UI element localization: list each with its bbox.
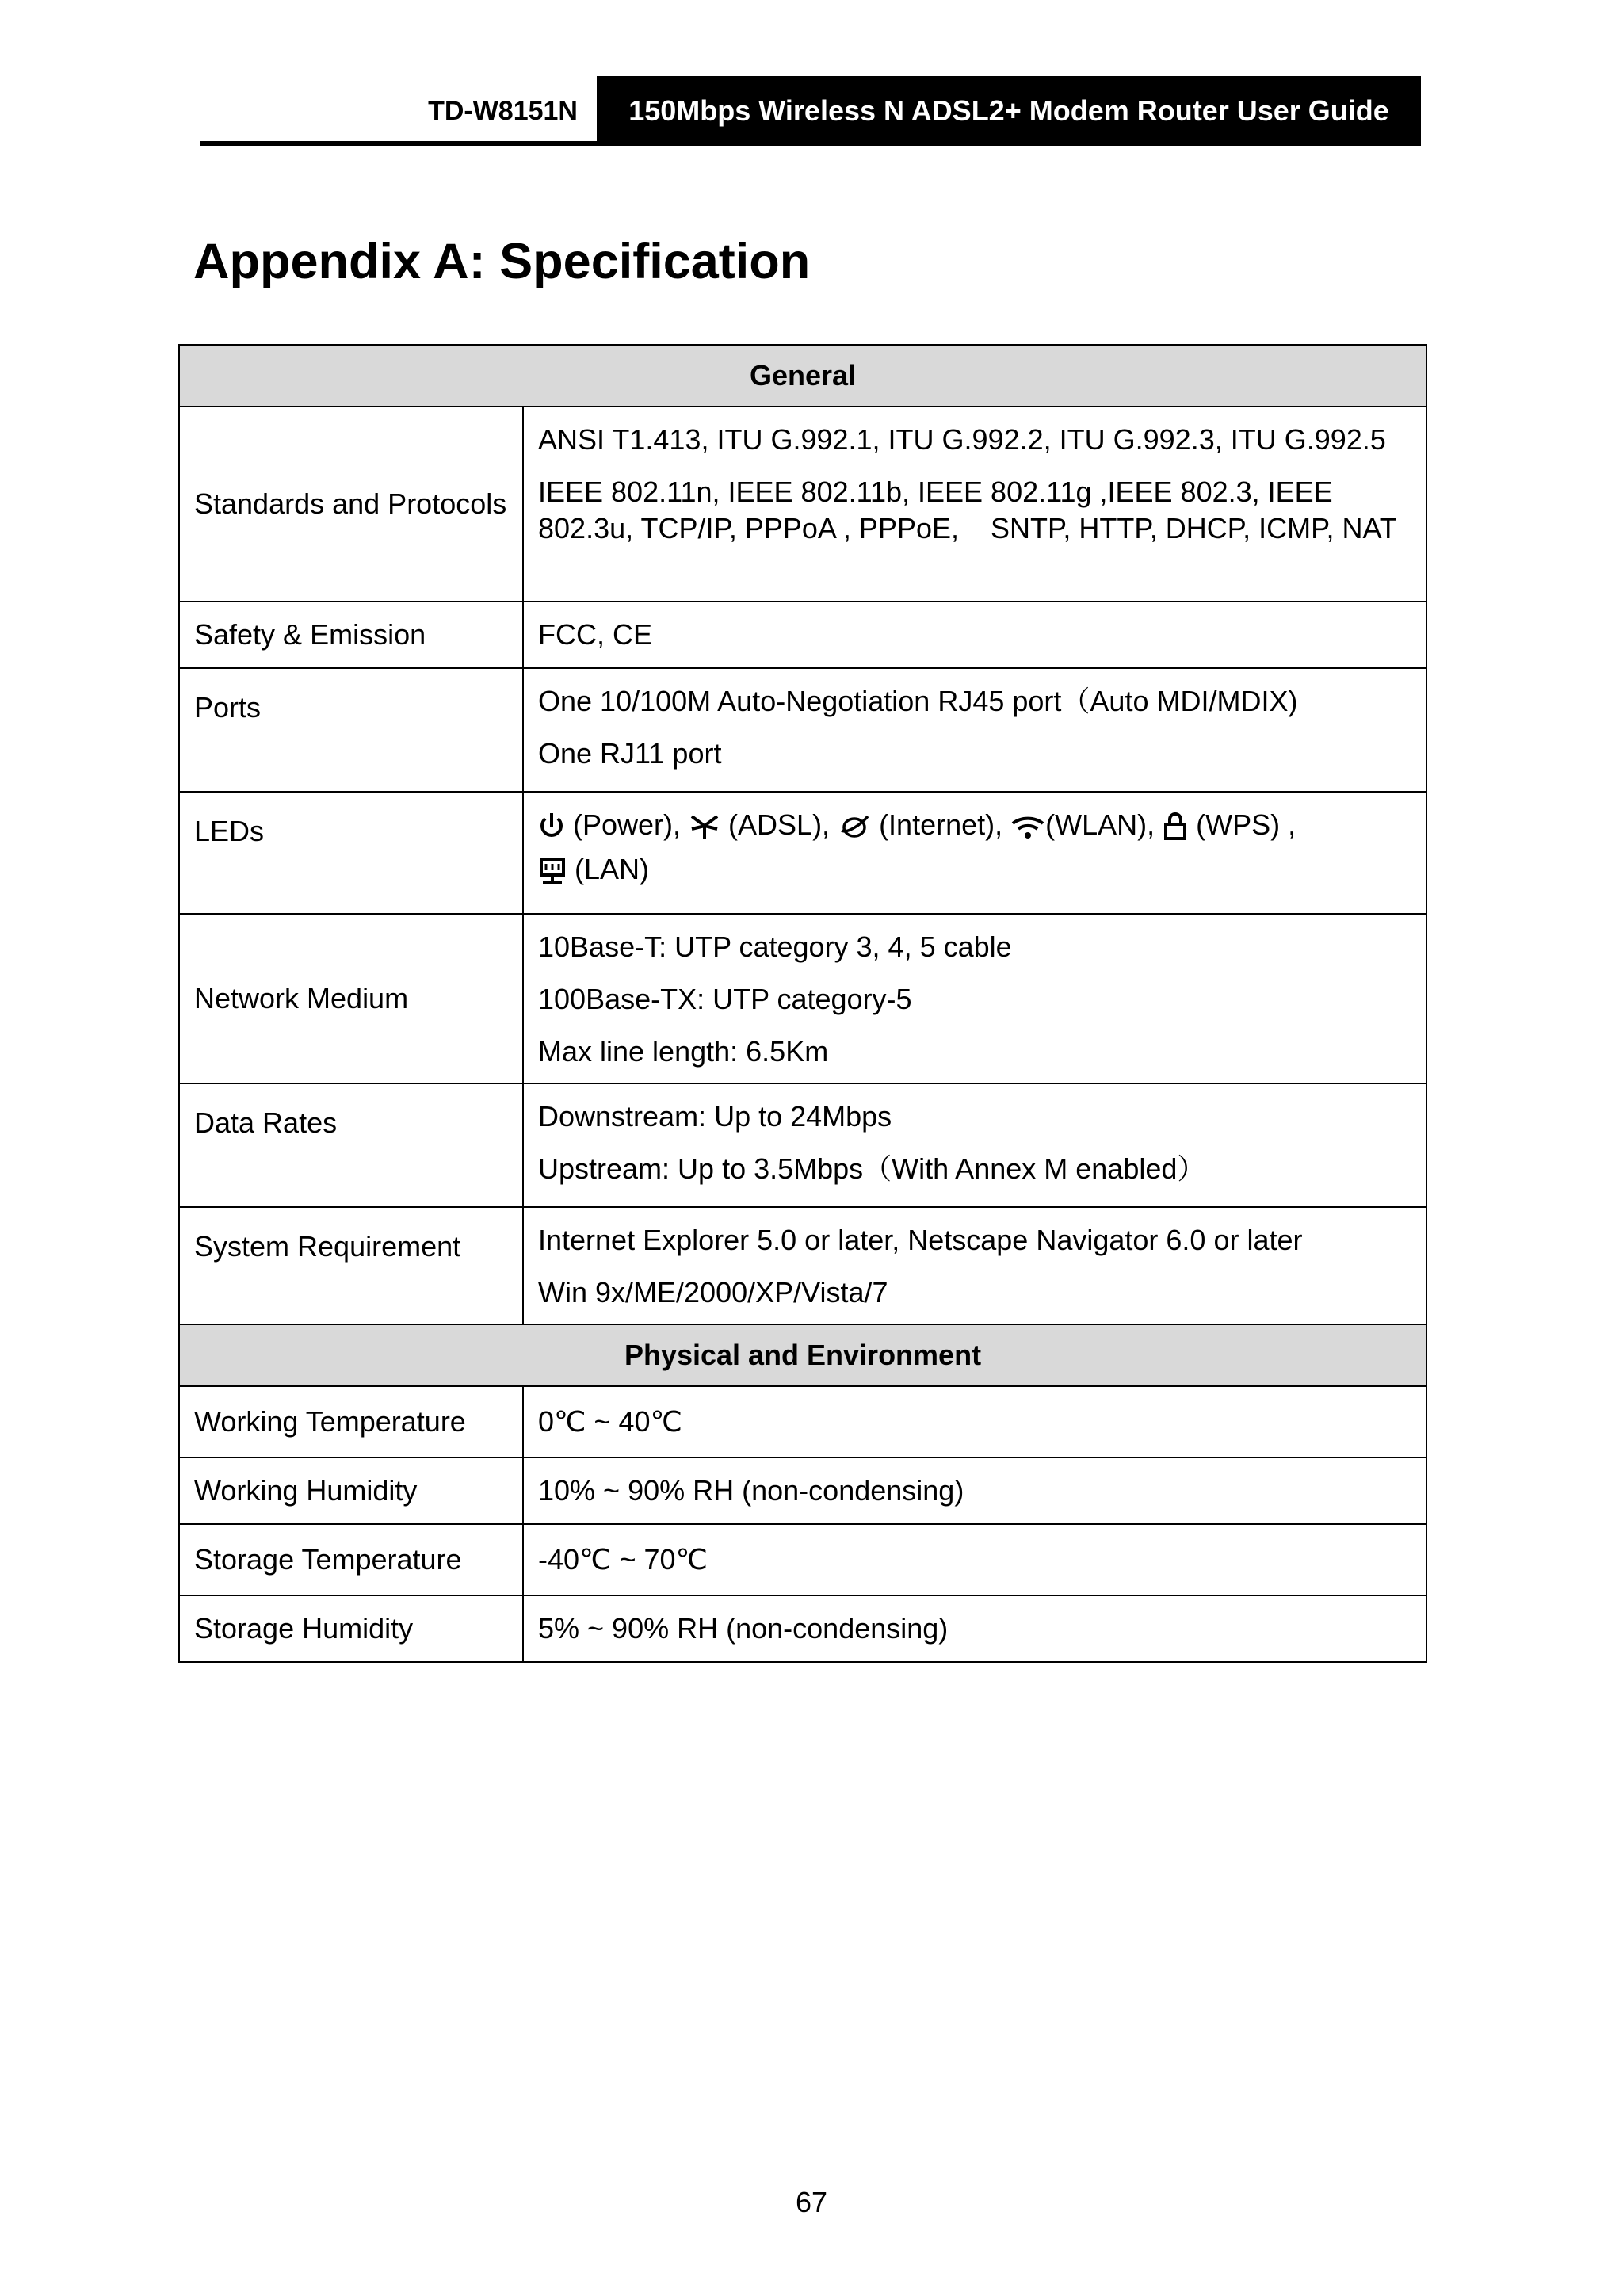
row-label: Working Humidity [179, 1457, 523, 1524]
row-label: Standards and Protocols [179, 407, 523, 602]
table-row [179, 1207, 1426, 1324]
value-line: 10Base-T: UTP category 3, 4, 5 cable [538, 930, 1012, 963]
led-text: (WPS) , [1188, 808, 1296, 841]
page-title: Appendix A: Specification [193, 234, 811, 289]
page-number: 67 [795, 2186, 828, 2218]
row-value [523, 1207, 1426, 1324]
table-row [179, 407, 1426, 602]
row-label [179, 668, 523, 792]
value-line: ANSI T1.413, ITU G.992.1, ITU G.992.2, ITU G.992.3, ITU G.992.5 [538, 423, 1386, 456]
value-line: IEEE 802.11n, IEEE 802.11b, IEEE 802.11g ,IEEE 802.3, IEEE 802.3u, TCP/IP, PPPoA , PPPoE, SNTP, HTTP, DHCP, ICMP, NAT [538, 476, 1397, 544]
table-row [179, 1386, 1426, 1457]
value-line: One 10/100M Auto-Negotiation RJ45 port（Auto MDI/MDIX) [538, 685, 1298, 717]
page-header [200, 76, 1421, 147]
wps-icon [1163, 812, 1188, 842]
value-line: Downstream: Up to 24Mbps [538, 1100, 892, 1133]
header-model-text: TD-W8151N [428, 96, 578, 126]
value-line: Max line length: 6.5Km [538, 1035, 829, 1068]
table-row [179, 1457, 1426, 1524]
row-label [179, 792, 523, 914]
row-value: -40℃ ~ 70℃ [523, 1524, 1426, 1595]
led-line [538, 851, 1411, 888]
row-label: Storage Humidity [179, 1595, 523, 1662]
value-line: One RJ11 port [538, 737, 722, 770]
led-text: (WLAN), [1045, 808, 1163, 841]
label-text: LEDs [194, 815, 265, 847]
row-value [523, 1083, 1426, 1207]
row-value: 10% ~ 90% RH (non-condensing) [523, 1457, 1426, 1524]
table-row [179, 1595, 1426, 1662]
adsl-icon [689, 813, 720, 840]
label-text: System Requirement [194, 1230, 461, 1263]
spec-table [178, 344, 1427, 1663]
section-general: General [179, 345, 1426, 407]
row-label: Network Medium [179, 914, 523, 1083]
row-value: 5% ~ 90% RH (non-condensing) [523, 1595, 1426, 1662]
table-row [179, 668, 1426, 792]
lan-icon [538, 857, 567, 885]
row-label [179, 1083, 523, 1207]
row-value [523, 668, 1426, 792]
table-row [179, 1524, 1426, 1595]
wlan-icon [1010, 813, 1045, 840]
label-text: Ports [194, 691, 262, 724]
led-text: (ADSL), [720, 808, 838, 841]
section-row-general [179, 345, 1426, 407]
table-row [179, 792, 1426, 914]
led-line [538, 807, 1411, 843]
row-label [179, 1207, 523, 1324]
table-row [179, 1083, 1426, 1207]
row-value [523, 792, 1426, 914]
value-line: Win 9x/ME/2000/XP/Vista/7 [538, 1276, 888, 1308]
row-value [523, 407, 1426, 602]
row-value: 0℃ ~ 40℃ [523, 1386, 1426, 1457]
internet-icon [838, 813, 871, 840]
led-text: (Power), [565, 808, 689, 841]
label-text: Data Rates [194, 1106, 338, 1139]
row-label: Storage Temperature [179, 1524, 523, 1595]
header-guide-title: 150Mbps Wireless N ADSL2+ Modem Router User Guide [597, 76, 1421, 146]
row-label: Working Temperature [179, 1386, 523, 1457]
row-label: Safety & Emission [179, 602, 523, 668]
section-physical: Physical and Environment [179, 1324, 1426, 1386]
table-row [179, 914, 1426, 1083]
row-value: FCC, CE [523, 602, 1426, 668]
led-text: (Internet), [871, 808, 1011, 841]
table-row [179, 602, 1426, 668]
led-text: (LAN) [567, 853, 650, 885]
row-value [523, 914, 1426, 1083]
header-model [200, 76, 594, 146]
value-line: Upstream: Up to 3.5Mbps（With Annex M enabled） [538, 1152, 1206, 1185]
section-row-physical [179, 1324, 1426, 1386]
header-rule [200, 141, 597, 146]
power-icon [538, 811, 565, 842]
value-line: 100Base-TX: UTP category-5 [538, 983, 912, 1015]
value-line: Internet Explorer 5.0 or later, Netscape Navigator 6.0 or later [538, 1224, 1303, 1256]
